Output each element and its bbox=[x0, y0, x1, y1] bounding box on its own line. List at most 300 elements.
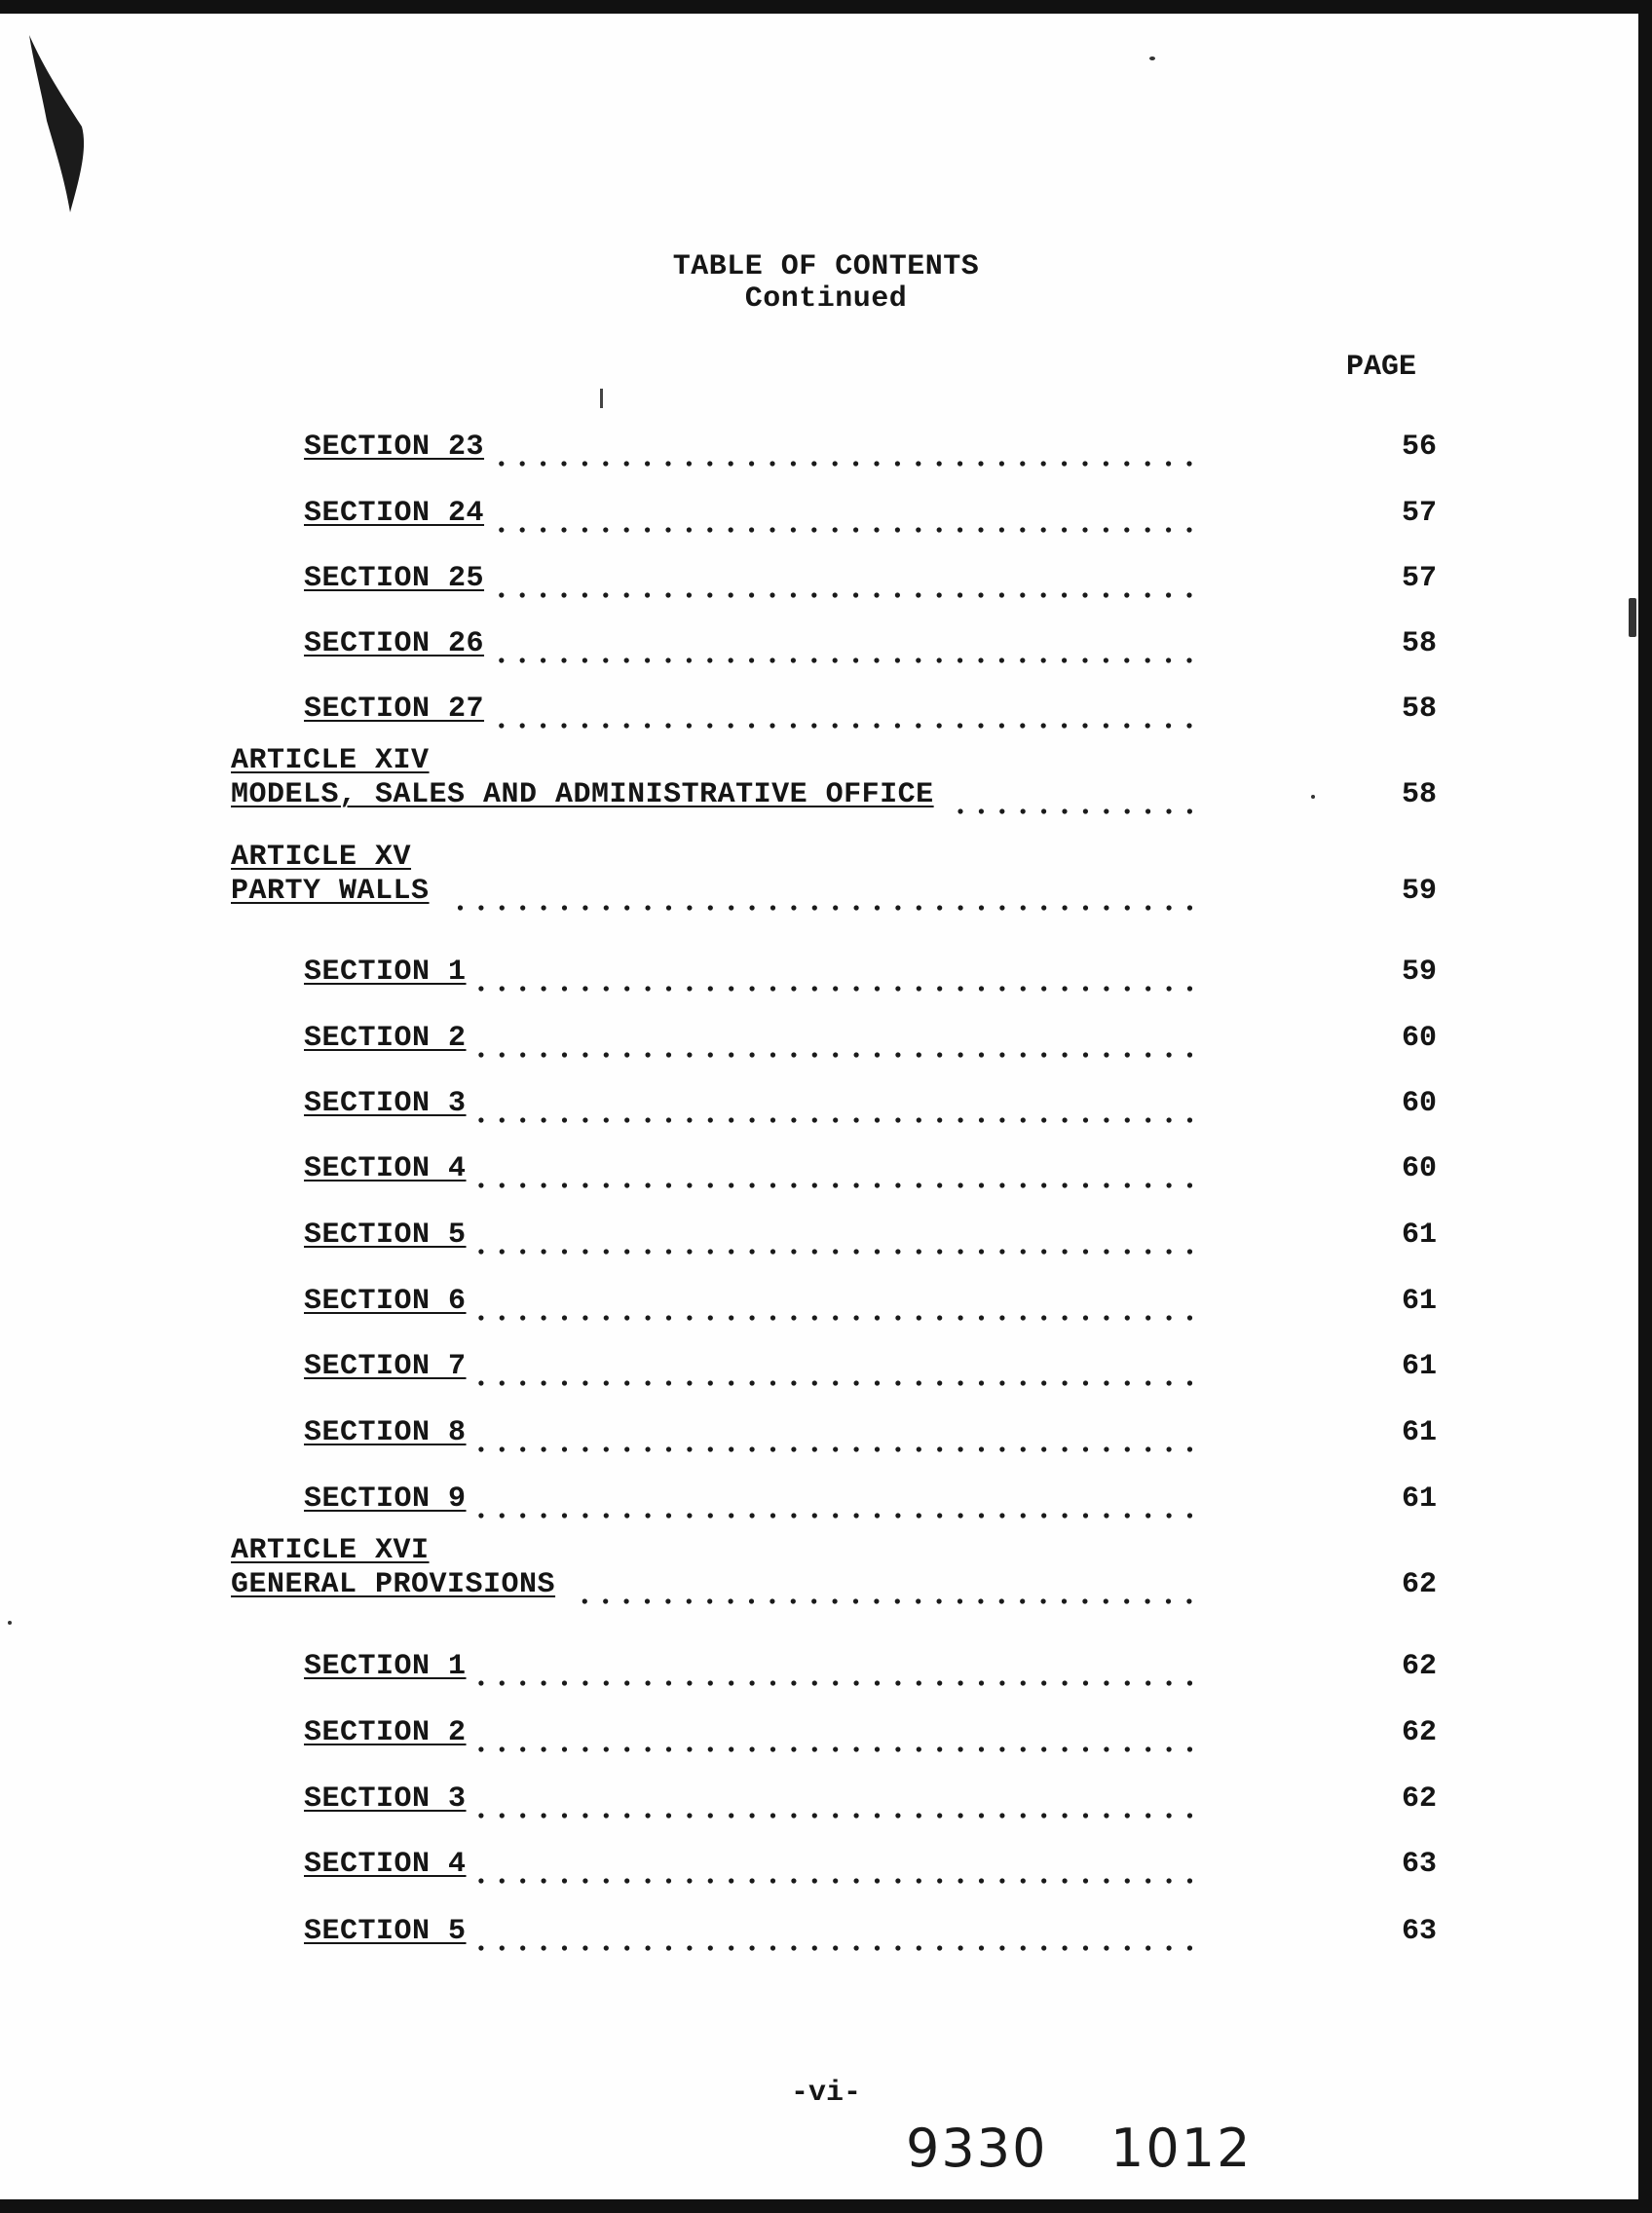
leader-dot bbox=[957, 1513, 962, 1518]
toc-section-label: SECTION 4 bbox=[304, 1152, 467, 1185]
toc-leader-dots bbox=[476, 956, 1193, 994]
leader-dot bbox=[707, 592, 712, 597]
leader-dot bbox=[624, 1945, 629, 1950]
leader-dot bbox=[561, 723, 566, 728]
leader-dot bbox=[791, 1315, 796, 1320]
leader-dot bbox=[791, 1746, 796, 1751]
leader-dot bbox=[937, 1746, 942, 1751]
leader-dot bbox=[978, 1878, 983, 1883]
leader-dot bbox=[749, 1813, 754, 1818]
leader-dot bbox=[729, 1182, 733, 1187]
leader-dot bbox=[833, 1052, 838, 1057]
leader-dot bbox=[999, 1598, 1004, 1603]
leader-dot bbox=[729, 527, 733, 532]
toc-article-row bbox=[0, 1534, 1638, 1607]
leader-dot bbox=[645, 1598, 650, 1603]
leader-dot bbox=[937, 592, 942, 597]
toc-section-label: SECTION 3 bbox=[304, 1087, 467, 1120]
leader-dot bbox=[1041, 1878, 1046, 1883]
leader-dot bbox=[916, 461, 920, 466]
leader-dot bbox=[853, 986, 858, 991]
leader-dot bbox=[499, 657, 504, 662]
leader-dot bbox=[1145, 1598, 1150, 1603]
leader-dot bbox=[833, 1513, 838, 1518]
leader-dot bbox=[1166, 527, 1171, 532]
toc-section-row bbox=[0, 562, 1638, 601]
leader-dot bbox=[749, 1315, 754, 1320]
leader-dot bbox=[1166, 657, 1171, 662]
leader-dot bbox=[853, 905, 858, 910]
leader-dot bbox=[770, 1598, 774, 1603]
leader-dot bbox=[770, 1249, 774, 1254]
leader-dot bbox=[916, 1052, 920, 1057]
leader-dot bbox=[874, 1380, 879, 1385]
leader-dot bbox=[853, 1813, 858, 1818]
leader-dot bbox=[1186, 1813, 1191, 1818]
leader-dot bbox=[937, 1117, 942, 1122]
toc-leader-dots bbox=[494, 562, 1192, 601]
leader-dot bbox=[582, 592, 587, 597]
leader-dot bbox=[791, 1249, 796, 1254]
leader-dot bbox=[624, 1249, 629, 1254]
leader-dot bbox=[1145, 986, 1150, 991]
leader-dot bbox=[916, 905, 920, 910]
leader-dot bbox=[1104, 1878, 1108, 1883]
leader-dot bbox=[770, 461, 774, 466]
leader-dot bbox=[1104, 1813, 1108, 1818]
leader-dot bbox=[1082, 1746, 1087, 1751]
leader-dot bbox=[665, 1117, 670, 1122]
leader-dot bbox=[665, 1513, 670, 1518]
leader-dot bbox=[1041, 808, 1046, 813]
leader-dot bbox=[520, 1249, 525, 1254]
leader-dot bbox=[478, 1052, 483, 1057]
leader-dot bbox=[874, 1315, 879, 1320]
leader-dot bbox=[770, 1052, 774, 1057]
leader-dot bbox=[1041, 1315, 1046, 1320]
toc-page-number: 57 bbox=[1401, 562, 1437, 595]
leader-dot bbox=[895, 986, 900, 991]
leader-dot bbox=[791, 1182, 796, 1187]
leader-dot bbox=[957, 723, 962, 728]
leader-dot bbox=[603, 1746, 608, 1751]
leader-dot bbox=[520, 527, 525, 532]
leader-dot bbox=[1062, 1380, 1067, 1385]
leader-dot bbox=[978, 986, 983, 991]
leader-dot bbox=[561, 905, 566, 910]
leader-dot bbox=[853, 1315, 858, 1320]
leader-dot bbox=[1124, 1117, 1129, 1122]
leader-dot bbox=[791, 1878, 796, 1883]
leader-dot bbox=[833, 986, 838, 991]
leader-dot bbox=[645, 986, 650, 991]
leader-dot bbox=[937, 1249, 942, 1254]
toc-section-row bbox=[0, 1915, 1638, 1954]
leader-dot bbox=[687, 1249, 692, 1254]
leader-dot bbox=[1186, 1315, 1191, 1320]
leader-dot bbox=[749, 1117, 754, 1122]
leader-dot bbox=[874, 1117, 879, 1122]
leader-dot bbox=[853, 1446, 858, 1451]
leader-dot bbox=[478, 1117, 483, 1122]
leader-dot bbox=[541, 905, 545, 910]
leader-dot bbox=[645, 1746, 650, 1751]
leader-dot bbox=[603, 1446, 608, 1451]
leader-dot bbox=[729, 1380, 733, 1385]
leader-dot bbox=[541, 723, 545, 728]
leader-dot bbox=[478, 1380, 483, 1385]
leader-dot bbox=[1145, 1680, 1150, 1685]
leader-dot bbox=[1124, 1380, 1129, 1385]
leader-dot bbox=[770, 1117, 774, 1122]
leader-dot bbox=[1062, 1746, 1067, 1751]
leader-dot bbox=[749, 723, 754, 728]
leader-dot bbox=[687, 1446, 692, 1451]
toc-section-label: SECTION 6 bbox=[304, 1285, 467, 1318]
leader-dot bbox=[853, 1680, 858, 1685]
leader-dot bbox=[874, 1813, 879, 1818]
leader-dot bbox=[1062, 1446, 1067, 1451]
leader-dot bbox=[811, 1249, 816, 1254]
toc-leader-dots bbox=[476, 1416, 1193, 1455]
leader-dot bbox=[645, 1813, 650, 1818]
leader-dot bbox=[478, 1249, 483, 1254]
leader-dot bbox=[811, 1598, 816, 1603]
leader-dot bbox=[811, 1315, 816, 1320]
toc-page-number: 61 bbox=[1401, 1285, 1437, 1318]
leader-dot bbox=[561, 986, 566, 991]
leader-dot bbox=[499, 1813, 504, 1818]
leader-dot bbox=[624, 527, 629, 532]
leader-dot bbox=[520, 1513, 525, 1518]
leader-dot bbox=[582, 1052, 587, 1057]
leader-dot bbox=[665, 905, 670, 910]
leader-dot bbox=[1124, 905, 1129, 910]
leader-dot bbox=[729, 986, 733, 991]
leader-dot bbox=[603, 1878, 608, 1883]
leader-dot bbox=[749, 1878, 754, 1883]
toc-article-number: ARTICLE XVI bbox=[231, 1534, 430, 1567]
leader-dot bbox=[499, 1878, 504, 1883]
toc-section-label: SECTION 4 bbox=[304, 1848, 467, 1881]
leader-dot bbox=[1041, 1380, 1046, 1385]
leader-dot bbox=[853, 1878, 858, 1883]
leader-dot bbox=[895, 905, 900, 910]
leader-dot bbox=[1082, 461, 1087, 466]
leader-dot bbox=[1186, 905, 1191, 910]
leader-dot bbox=[541, 1380, 545, 1385]
leader-dot bbox=[853, 1117, 858, 1122]
leader-dot bbox=[707, 527, 712, 532]
leader-dot bbox=[645, 1249, 650, 1254]
leader-dot bbox=[978, 1680, 983, 1685]
leader-dot bbox=[624, 592, 629, 597]
leader-dot bbox=[561, 1249, 566, 1254]
leader-dot bbox=[1062, 1249, 1067, 1254]
leader-dot bbox=[541, 1513, 545, 1518]
leader-dot bbox=[874, 1513, 879, 1518]
scan-speck bbox=[1149, 56, 1155, 60]
leader-dot bbox=[624, 1182, 629, 1187]
leader-dot bbox=[582, 1182, 587, 1187]
leader-dot bbox=[603, 1052, 608, 1057]
leader-dot bbox=[1166, 1945, 1171, 1950]
toc-section-label: SECTION 8 bbox=[304, 1416, 467, 1449]
leader-dot bbox=[1166, 1380, 1171, 1385]
leader-dot bbox=[811, 1813, 816, 1818]
leader-dot bbox=[478, 1945, 483, 1950]
leader-dot bbox=[895, 723, 900, 728]
leader-dot bbox=[1082, 1446, 1087, 1451]
leader-dot bbox=[1020, 1446, 1025, 1451]
leader-dot bbox=[937, 1446, 942, 1451]
leader-dot bbox=[895, 1598, 900, 1603]
leader-dot bbox=[999, 1380, 1004, 1385]
leader-dot bbox=[729, 1746, 733, 1751]
leader-dot bbox=[1186, 1598, 1191, 1603]
leader-dot bbox=[916, 1182, 920, 1187]
leader-dot bbox=[874, 1598, 879, 1603]
leader-dot bbox=[853, 1746, 858, 1751]
leader-dot bbox=[1166, 1680, 1171, 1685]
leader-dot bbox=[707, 1117, 712, 1122]
leader-dot bbox=[687, 1315, 692, 1320]
leader-dot bbox=[1041, 905, 1046, 910]
leader-dot bbox=[1082, 1680, 1087, 1685]
leader-dot bbox=[729, 1052, 733, 1057]
leader-dot bbox=[957, 986, 962, 991]
leader-dot bbox=[1145, 1446, 1150, 1451]
leader-dot bbox=[1041, 723, 1046, 728]
leader-dot bbox=[978, 905, 983, 910]
leader-dot bbox=[811, 1182, 816, 1187]
leader-dot bbox=[978, 1446, 983, 1451]
leader-dot bbox=[957, 1182, 962, 1187]
toc-section-row bbox=[0, 1219, 1638, 1257]
leader-dot bbox=[561, 657, 566, 662]
leader-dot bbox=[582, 1945, 587, 1950]
leader-dot bbox=[833, 527, 838, 532]
leader-dot bbox=[541, 986, 545, 991]
leader-dot bbox=[707, 1052, 712, 1057]
leader-dot bbox=[1124, 1945, 1129, 1950]
toc-page-number: 59 bbox=[1401, 956, 1437, 989]
leader-dot bbox=[1104, 1052, 1108, 1057]
leader-dot bbox=[1124, 986, 1129, 991]
leader-dot bbox=[541, 1446, 545, 1451]
leader-dot bbox=[665, 461, 670, 466]
leader-dot bbox=[603, 723, 608, 728]
leader-dot bbox=[687, 905, 692, 910]
scan-speck bbox=[1629, 598, 1636, 637]
leader-dot bbox=[1166, 808, 1171, 813]
leader-dot bbox=[707, 986, 712, 991]
leader-dot bbox=[957, 1315, 962, 1320]
leader-dot bbox=[749, 1680, 754, 1685]
leader-dot bbox=[957, 461, 962, 466]
toc-section-row bbox=[0, 1650, 1638, 1689]
toc-section-label: SECTION 1 bbox=[304, 1650, 467, 1683]
leader-dot bbox=[478, 1680, 483, 1685]
leader-dot bbox=[999, 986, 1004, 991]
leader-dot bbox=[520, 1813, 525, 1818]
toc-article-number: ARTICLE XV bbox=[231, 841, 412, 874]
leader-dot bbox=[624, 1117, 629, 1122]
leader-dot bbox=[541, 1117, 545, 1122]
leader-dot bbox=[1041, 1813, 1046, 1818]
leader-dot bbox=[499, 986, 504, 991]
leader-dot bbox=[499, 1249, 504, 1254]
leader-dot bbox=[665, 723, 670, 728]
leader-dot bbox=[624, 1513, 629, 1518]
leader-dot bbox=[791, 1680, 796, 1685]
leader-dot bbox=[1020, 1182, 1025, 1187]
leader-dot bbox=[874, 1249, 879, 1254]
leader-dot bbox=[1062, 527, 1067, 532]
toc-page-number: 59 bbox=[1401, 875, 1437, 908]
leader-dot bbox=[978, 1182, 983, 1187]
leader-dot bbox=[624, 461, 629, 466]
leader-dot bbox=[999, 657, 1004, 662]
leader-dot bbox=[874, 905, 879, 910]
leader-dot bbox=[853, 1249, 858, 1254]
leader-dot bbox=[707, 723, 712, 728]
leader-dot bbox=[1124, 1513, 1129, 1518]
leader-dot bbox=[687, 1945, 692, 1950]
leader-dot bbox=[937, 1945, 942, 1950]
leader-dot bbox=[645, 1182, 650, 1187]
leader-dot bbox=[874, 723, 879, 728]
leader-dot bbox=[582, 1746, 587, 1751]
leader-dot bbox=[1186, 592, 1191, 597]
leader-dot bbox=[916, 723, 920, 728]
leader-dot bbox=[665, 527, 670, 532]
leader-dot bbox=[1062, 905, 1067, 910]
leader-dot bbox=[561, 592, 566, 597]
leader-dot bbox=[520, 1052, 525, 1057]
leader-dot bbox=[603, 657, 608, 662]
leader-dot bbox=[541, 1680, 545, 1685]
leader-dot bbox=[1062, 1878, 1067, 1883]
leader-dot bbox=[1082, 1513, 1087, 1518]
leader-dot bbox=[916, 1680, 920, 1685]
leader-dot bbox=[957, 905, 962, 910]
leader-dot bbox=[1082, 1380, 1087, 1385]
leader-dot bbox=[624, 905, 629, 910]
leader-dot bbox=[687, 1513, 692, 1518]
toc-section-label: SECTION 5 bbox=[304, 1219, 467, 1252]
leader-dot bbox=[791, 986, 796, 991]
leader-dot bbox=[770, 1446, 774, 1451]
leader-dot bbox=[1062, 1182, 1067, 1187]
leader-dot bbox=[729, 461, 733, 466]
leader-dot bbox=[749, 657, 754, 662]
leader-dot bbox=[561, 461, 566, 466]
leader-dot bbox=[1145, 592, 1150, 597]
toc-leader-dots bbox=[476, 1848, 1193, 1887]
leader-dot bbox=[1020, 1680, 1025, 1685]
leader-dot bbox=[561, 1117, 566, 1122]
leader-dot bbox=[957, 1598, 962, 1603]
leader-dot bbox=[520, 657, 525, 662]
leader-dot bbox=[499, 905, 504, 910]
leader-dot bbox=[833, 1598, 838, 1603]
leader-dot bbox=[1124, 1249, 1129, 1254]
leader-dot bbox=[853, 1945, 858, 1950]
leader-dot bbox=[707, 905, 712, 910]
leader-dot bbox=[541, 1249, 545, 1254]
leader-dot bbox=[687, 986, 692, 991]
leader-dot bbox=[624, 1380, 629, 1385]
leader-dot bbox=[645, 1878, 650, 1883]
leader-dot bbox=[582, 1117, 587, 1122]
leader-dot bbox=[541, 1945, 545, 1950]
leader-dot bbox=[665, 1680, 670, 1685]
leader-dot bbox=[749, 1746, 754, 1751]
leader-dot bbox=[916, 1249, 920, 1254]
leader-dot bbox=[937, 1813, 942, 1818]
leader-dot bbox=[1104, 1746, 1108, 1751]
leader-dot bbox=[833, 592, 838, 597]
leader-dot bbox=[707, 1878, 712, 1883]
leader-dot bbox=[957, 1446, 962, 1451]
leader-dot bbox=[665, 986, 670, 991]
leader-dot bbox=[811, 1746, 816, 1751]
leader-dot bbox=[1124, 1680, 1129, 1685]
leader-dot bbox=[707, 1680, 712, 1685]
leader-dot bbox=[999, 1513, 1004, 1518]
leader-dot bbox=[520, 1746, 525, 1751]
leader-dot bbox=[957, 1878, 962, 1883]
leader-dot bbox=[729, 905, 733, 910]
leader-dot bbox=[457, 905, 462, 910]
leader-dot bbox=[541, 1052, 545, 1057]
leader-dot bbox=[729, 1813, 733, 1818]
leader-dot bbox=[895, 461, 900, 466]
toc-section-row bbox=[0, 693, 1638, 731]
leader-dot bbox=[645, 723, 650, 728]
leader-dot bbox=[833, 1746, 838, 1751]
leader-dot bbox=[520, 986, 525, 991]
leader-dot bbox=[1041, 1680, 1046, 1685]
leader-dot bbox=[1082, 592, 1087, 597]
leader-dot bbox=[665, 1052, 670, 1057]
toc-section-label: SECTION 2 bbox=[304, 1022, 467, 1055]
leader-dot bbox=[645, 905, 650, 910]
leader-dot bbox=[1124, 1878, 1129, 1883]
leader-dot bbox=[603, 1315, 608, 1320]
toc-section-label: SECTION 2 bbox=[304, 1716, 467, 1749]
leader-dot bbox=[1020, 1315, 1025, 1320]
toc-page-number: 57 bbox=[1401, 497, 1437, 530]
leader-dot bbox=[624, 1446, 629, 1451]
leader-dot bbox=[1041, 527, 1046, 532]
leader-dot bbox=[1082, 1315, 1087, 1320]
leader-dot bbox=[561, 1945, 566, 1950]
leader-dot bbox=[1062, 1315, 1067, 1320]
leader-dot bbox=[1082, 1878, 1087, 1883]
leader-dot bbox=[895, 1052, 900, 1057]
leader-dot bbox=[1104, 1680, 1108, 1685]
toc-section-label: SECTION 5 bbox=[304, 1915, 467, 1948]
leader-dot bbox=[1062, 1945, 1067, 1950]
leader-dot bbox=[1104, 723, 1108, 728]
leader-dot bbox=[1082, 1117, 1087, 1122]
scan-speck bbox=[1311, 795, 1315, 799]
leader-dot bbox=[811, 1380, 816, 1385]
leader-dot bbox=[1041, 1746, 1046, 1751]
leader-dot bbox=[707, 1813, 712, 1818]
